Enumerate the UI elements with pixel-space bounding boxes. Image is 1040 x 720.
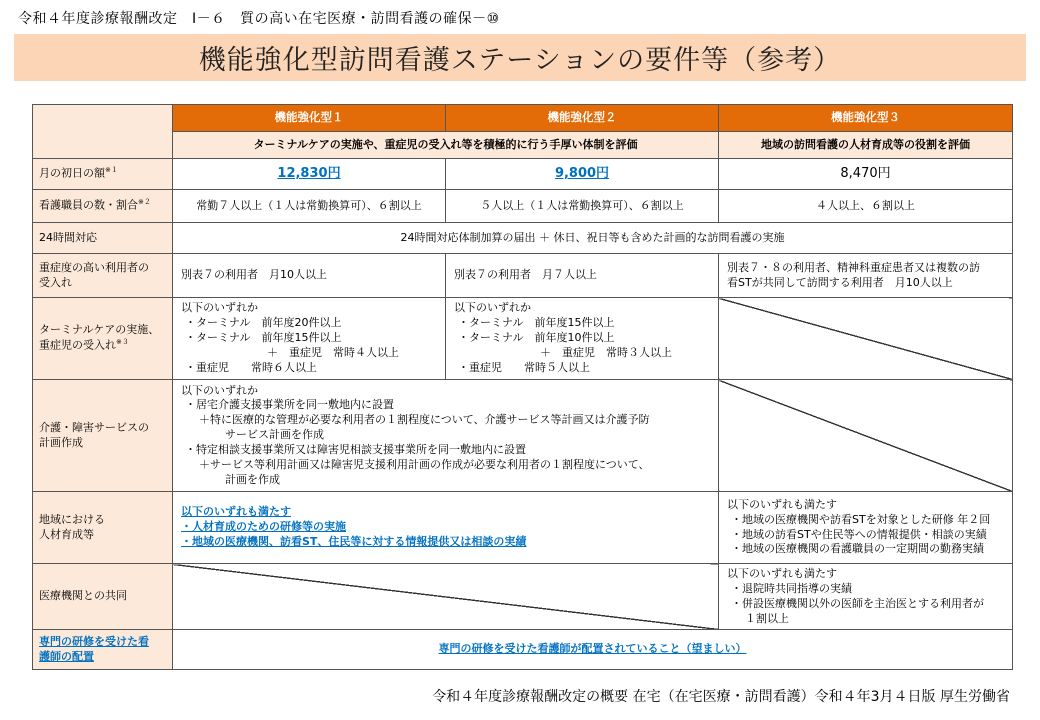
h24-all-types: 24時間対応体制加算の届出 ＋ 休日、祝日等も含めた計画的な訪問看護の実施 (173, 223, 1013, 254)
page-title: 機能強化型訪問看護ステーションの要件等（参考） (198, 45, 842, 76)
specialist-label-link-2[interactable]: 護師の配置 (39, 649, 94, 663)
h24-row-label: 24時間対応 (33, 223, 173, 254)
specialist-row-label (33, 630, 173, 670)
severe-row (33, 254, 1013, 298)
slide-subtitle: 令和４年度診療報酬改定 Ⅰ－６ 質の高い在宅医療・訪問看護の確保－⑩ (18, 11, 500, 27)
evaluation-type-1-2: ターミナルケアの実施や、重症児の受入れ等を積極的に行う手厚い体制を評価 (173, 132, 719, 159)
hr-type-1-2 (173, 492, 719, 564)
title-banner (14, 34, 1026, 81)
terminal-type-1: 以下のいずれか ・ターミナル 前年度20件以上 ・ターミナル 前年度15件以上 ＋ 重症児 常時４人以上 ・重症児 常時６人以上 (173, 298, 446, 380)
terminal-row-label: ターミナルケアの実施、 重症児の受入れ$^{※3}$ (33, 298, 173, 380)
collab-type-3: 以下のいずれも満たす ・退院時共同指導の実績 ・併設医療機関以外の医師を主治医とする利用者が １割以上 (719, 564, 1013, 630)
hr-link-info[interactable]: ・地域の医療機関、訪看ST、住民等に対する情報提供又は相談の実績 (181, 534, 527, 548)
care-plan-type-1-2: 以下のいずれか ・居宅介護支援事業所を同一敷地内に設置 ＋特に医療的な管理が必要な利用者の１割程度について、介護サービス等計画又は介護予防 サービス計画を作成 ・特定相談支援事業所又は障害児相談支援事業所を同一敷地内に設置 ＋サービス等利用計画又は障害児支援利用計画の作成が必要な利用者の１割程度について、 計画を作成 (173, 380, 719, 492)
requirements-table (32, 104, 1013, 670)
care-plan-row-label: 介護・障害サービスの 計画作成 (33, 380, 173, 492)
hr-row-label: 地域における 人材育成等 (33, 492, 173, 564)
staff-row-label: 看護職員の数・割合$^{※2}$ (33, 190, 173, 223)
collab-row (33, 564, 1013, 630)
collab-row-label: 医療機関との共同 (33, 564, 173, 630)
footer-source: 令和４年度診療報酬改定の概要 在宅（在宅医療・訪問看護）令和４年3月４日版 厚生労働省 (432, 689, 1010, 705)
staff-type-2: ５人以上（１人は常勤換算可）、６割以上 (446, 190, 719, 223)
terminal-row (33, 298, 1013, 380)
evaluation-type-3: 地域の訪問看護の人材育成等の役割を評価 (719, 132, 1013, 159)
fee-row-label: 月の初日の額$^{※1}$ (33, 159, 173, 190)
type-3-header: 機能強化型３ (719, 105, 1013, 132)
fee-type-2 (446, 159, 719, 190)
fee-type-1-value[interactable]: 12,830円 (277, 166, 341, 182)
terminal-type-2: 以下のいずれか ・ターミナル 前年度15件以上 ・ターミナル 前年度10件以上 ＋ 重症児 常時３人以上 ・重症児 常時５人以上 (446, 298, 719, 380)
severe-type-2: 別表７の利用者 月７人以上 (446, 254, 719, 298)
hr-link-intro[interactable]: 以下のいずれも満たす (181, 505, 291, 519)
specialist-label-link-1[interactable]: 専門の研修を受けた看 (39, 635, 149, 649)
type-2-header: 機能強化型２ (446, 105, 719, 132)
fee-type-2-value[interactable]: 9,800円 (554, 166, 610, 182)
fee-type-3: 8,470円 (719, 159, 1013, 190)
corner-cell (33, 105, 173, 159)
h24-row (33, 223, 1013, 254)
type-1-header: 機能強化型１ (173, 105, 446, 132)
staff-row (33, 190, 1013, 223)
specialist-all-types (173, 630, 1013, 670)
fee-row (33, 159, 1013, 190)
hr-type-3: 以下のいずれも満たす ・地域の医療機関や訪看STを対象とした研修 年２回 ・地域の訪看STや住民等への情報提供・相談の実績 ・地域の医療機関の看護職員の一定期間の勤務実績 (719, 492, 1013, 564)
collab-type-1-2-not-applicable (173, 564, 719, 630)
severe-row-label: 重症度の高い利用者の 受入れ (33, 254, 173, 298)
staff-type-1: 常勤７人以上（１人は常勤換算可）、６割以上 (173, 190, 446, 223)
fee-type-1 (173, 159, 446, 190)
care-plan-row (33, 380, 1013, 492)
care-plan-type-3-not-applicable (719, 380, 1013, 492)
specialist-row (33, 630, 1013, 670)
terminal-type-3-not-applicable (719, 298, 1013, 380)
hr-link-training[interactable]: ・人材育成のための研修等の実施 (181, 520, 346, 534)
staff-type-3: ４人以上、６割以上 (719, 190, 1013, 223)
severe-type-3: 別表７・８の利用者、精神科重症患者又は複数の訪 看STが共同して訪問する利用者 月10人以上 (719, 254, 1013, 298)
specialist-link[interactable]: 専門の研修を受けた看護師が配置されていること（望ましい） (438, 642, 747, 656)
type-header-row (33, 105, 1013, 132)
evaluation-row (33, 132, 1013, 159)
severe-type-1: 別表７の利用者 月10人以上 (173, 254, 446, 298)
hr-row (33, 492, 1013, 564)
